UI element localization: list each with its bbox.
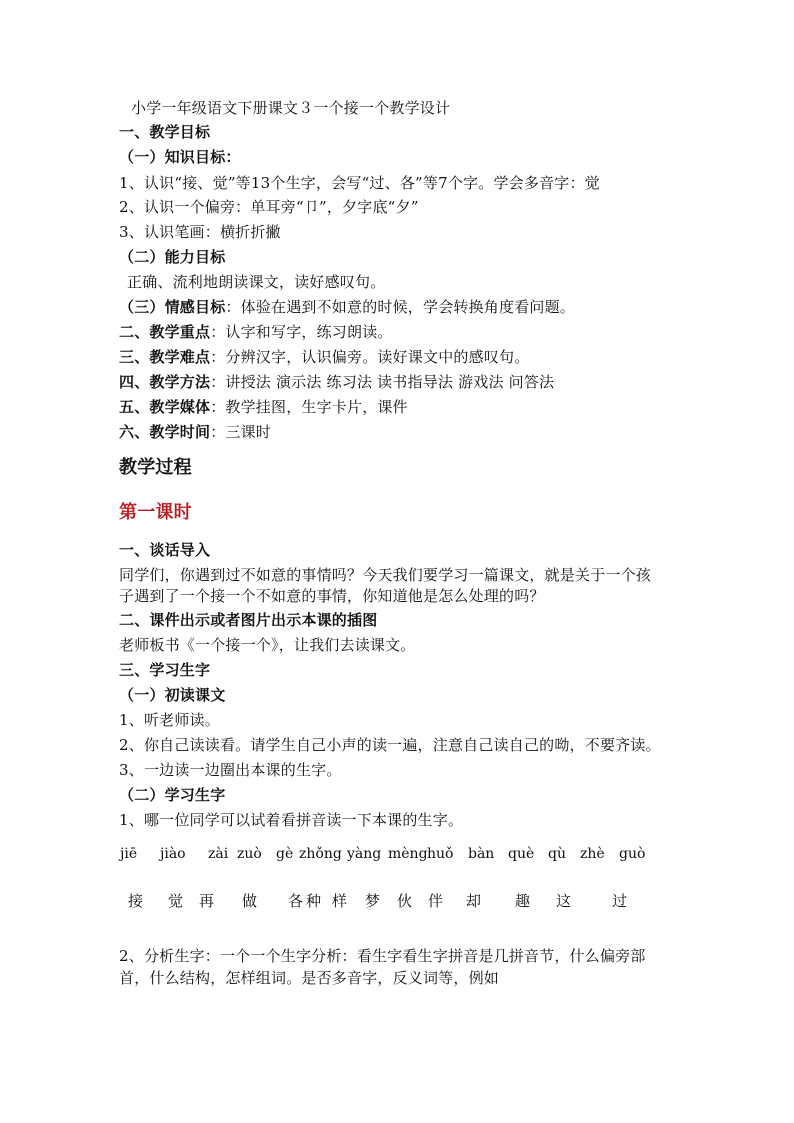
pinyin-syllable: zhǒng — [299, 846, 342, 862]
difficulties — [119, 347, 529, 367]
reading-step-2: 2、你自己读读看。请学生自己小声的读一遍，注意自己读自己的呦，不要齐读。 — [119, 736, 661, 754]
pinyin-syllable: zhè — [580, 846, 605, 862]
pinyin-syllable: mèng — [388, 846, 428, 862]
intro-text-line-1: 同学们，你遇到过不如意的事情吗？今天我们要学习一篇课文，就是关于一个孩 — [119, 566, 652, 584]
document-title: 小学一年级语文下册课文３一个接一个教学设计 — [131, 99, 451, 117]
pinyin-syllable: bàn — [468, 846, 495, 862]
illustration-heading: 二、课件出示或者图片出示本课的插图 — [119, 611, 378, 629]
new-character: 趣 — [515, 892, 531, 910]
new-character: 过 — [612, 892, 628, 910]
new-character: 梦 — [365, 892, 381, 910]
emotion-goal-label: （三）情感目标 — [119, 298, 226, 316]
study-step-1: 1、哪一位同学可以试着看拼音读一下本课的生字。 — [119, 811, 464, 829]
study-step-2-line-2: 首，什么结构，怎样组词。是否多音字，反义词等，例如 — [119, 969, 500, 987]
methods — [119, 372, 554, 392]
emotion-goal — [119, 297, 575, 317]
new-character: 伴 — [428, 892, 444, 910]
learn-chars-heading: 三、学习生字 — [119, 661, 211, 679]
new-character: 各 — [288, 892, 304, 910]
new-character: 种 — [306, 892, 322, 910]
study-chars-heading: （二）学习生字 — [119, 786, 226, 804]
pinyin-syllable: yàng — [347, 846, 382, 862]
methods-text: ：讲授法 演示法 练习法 读书指导法 游戏法 问答法 — [210, 373, 555, 391]
time — [119, 422, 271, 442]
time-label: 六、教学时间 — [119, 423, 211, 441]
reading-step-1: 1、听老师读。 — [119, 711, 220, 729]
new-character: 伙 — [397, 892, 413, 910]
illustration-text: 老师板书《一个接一个》，让我们去读课文。 — [119, 636, 416, 654]
media — [119, 397, 408, 417]
new-character: 样 — [332, 892, 348, 910]
emotion-goal-text: ：体验在遇到不如意的时候，学会转换角度看问题。 — [225, 298, 576, 316]
process-heading: 教学过程 — [119, 457, 192, 478]
pinyin-syllable: jiē — [120, 846, 138, 862]
new-character: 做 — [242, 892, 258, 910]
lesson-one-heading: 第一课时 — [119, 502, 192, 523]
new-character: 却 — [466, 892, 482, 910]
new-character: 这 — [556, 892, 572, 910]
intro-text-line-2: 子遇到了一个接一个不如意的事情，你知道他是怎么处理的吗？ — [119, 587, 545, 605]
difficulties-text: ：分辨汉字，认识偏旁。读好课文中的感叹句。 — [210, 348, 530, 366]
new-character: 再 — [199, 892, 215, 910]
pinyin-syllable: huǒ — [427, 846, 454, 862]
methods-label: 四、教学方法 — [119, 373, 211, 391]
subheading-ability: （二）能力目标 — [119, 248, 226, 266]
media-text: ：教学挂图，生字卡片，课件 — [210, 398, 408, 416]
reading-step-3: 3、一边读一边圈出本课的生字。 — [119, 761, 342, 779]
first-reading-heading: （一）初读课文 — [119, 686, 226, 704]
ability-text: 正确、流利地朗读课文，读好感叹句。 — [127, 273, 386, 291]
new-character: 接 — [128, 892, 144, 910]
knowledge-item-2: 2、认识一个偏旁：单耳旁“卩”，夕字底“夕” — [119, 198, 419, 216]
difficulties-label: 三、教学难点 — [119, 348, 211, 366]
key-points — [119, 322, 393, 342]
pinyin-syllable: jiào — [160, 846, 186, 862]
study-step-2-line-1: 2、分析生字：一个一个生字分析：看生字看生字拼音是几拼音节，什么偏旁部 — [119, 947, 646, 965]
pinyin-syllable: zuò — [237, 846, 262, 862]
key-points-label: 二、教学重点 — [119, 323, 211, 341]
section-heading-goals: 一、教学目标 — [119, 123, 211, 141]
key-points-text: ：认字和写字，练习朗读。 — [210, 323, 393, 341]
intro-heading: 一、谈话导入 — [119, 541, 211, 559]
pinyin-syllable: guò — [619, 846, 646, 862]
pinyin-syllable: zài — [208, 846, 229, 862]
pinyin-syllable: qù — [548, 846, 566, 862]
media-label: 五、教学媒体 — [119, 398, 211, 416]
time-text: ：三课时 — [210, 423, 272, 441]
knowledge-item-1: 1、认识“接、觉”等13个生字，会写“过、各”等7个字。学会多音字：觉 — [119, 174, 600, 192]
pinyin-syllable: gè — [276, 846, 294, 862]
knowledge-item-3: 3、认识笔画：横折折撇 — [119, 223, 281, 241]
new-character: 觉 — [168, 892, 184, 910]
subheading-knowledge: （一）知识目标： — [119, 148, 241, 166]
pinyin-syllable: què — [508, 846, 535, 862]
